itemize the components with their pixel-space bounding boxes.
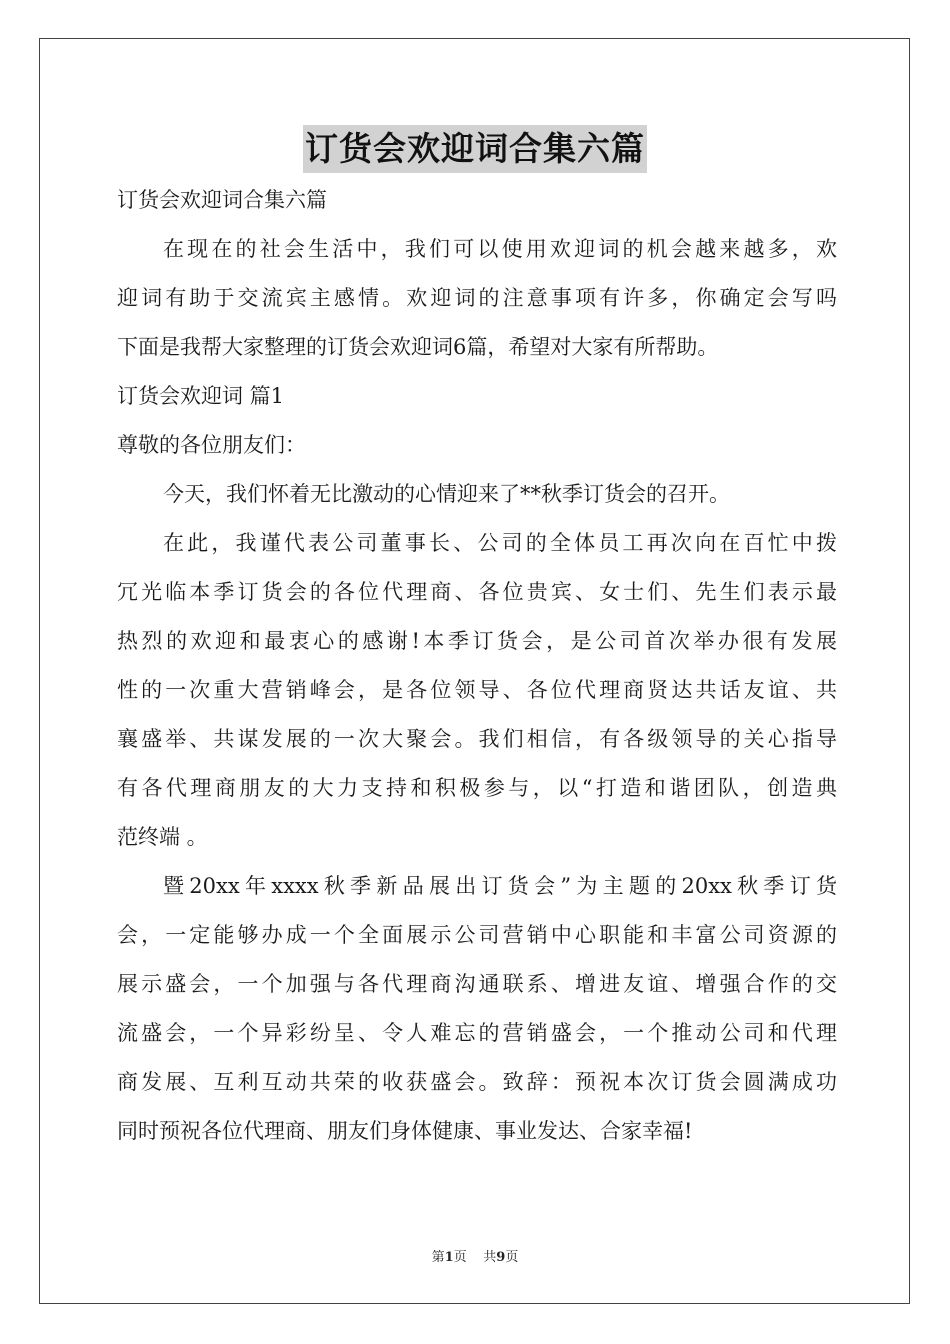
text-line: 暨20xx年xxxx秋季新品展出订货会”为主题的20xx秋季订货 bbox=[163, 874, 837, 898]
text-line: 流盛会，一个异彩纷呈、令人难忘的营销盛会，一个推动公司和代理 bbox=[117, 1021, 837, 1045]
title-wrap bbox=[0, 125, 950, 173]
text-line: 展示盛会，一个加强与各代理商沟通联系、增进友谊、增强合作的交 bbox=[117, 972, 837, 996]
text-line: 订货会欢迎词合集六篇 bbox=[117, 188, 327, 212]
document-body bbox=[117, 176, 837, 1156]
page-current: 1 bbox=[444, 1250, 454, 1265]
text-line: 同时预祝各位代理商、朋友们身体健康、事业发达、合家幸福! bbox=[117, 1119, 693, 1143]
salutation: 尊敬的各位朋友们： bbox=[117, 433, 306, 457]
text-line: 迎词有助于交流宾主感情。欢迎词的注意事项有许多，你确定会写吗 bbox=[117, 286, 837, 310]
text-line: 在现在的社会生活中，我们可以使用欢迎词的机会越来越多，欢 bbox=[163, 237, 837, 261]
text-line: 会，一定能够办成一个全面展示公司营销中心职能和丰富公司资源的 bbox=[117, 923, 837, 947]
page-footer bbox=[0, 1246, 950, 1265]
page-suffix: 页 bbox=[453, 1250, 467, 1265]
text-line: 下面是我帮大家整理的订货会欢迎词6篇，希望对大家有所帮助。 bbox=[117, 335, 719, 359]
text-line: 冗光临本季订货会的各位代理商、各位贵宾、女士们、先生们表示最 bbox=[117, 580, 837, 604]
text-line: 商发展、互利互动共荣的收获盛会。致辞：预祝本次订货会圆满成功 bbox=[117, 1070, 837, 1094]
page-prefix: 第 bbox=[431, 1250, 445, 1265]
total-prefix: 共 bbox=[483, 1250, 497, 1265]
document-title: 订货会欢迎词合集六篇 bbox=[303, 125, 647, 173]
text-line: 今天，我们怀着无比激动的心情迎来了**秋季订货会的召开。 bbox=[163, 482, 730, 506]
text-line: 性的一次重大营销峰会，是各位领导、各位代理商贤达共话友谊、共 bbox=[117, 678, 837, 702]
text-line: 有各代理商朋友的大力支持和积极参与，以“打造和谐团队，创造典 bbox=[117, 776, 837, 800]
section-heading: 订货会欢迎词 篇1 bbox=[117, 384, 285, 408]
text-line: 在此，我谨代表公司董事长、公司的全体员工再次向在百忙中拨 bbox=[163, 531, 837, 555]
text-line: 襄盛举、共谋发展的一次大聚会。我们相信，有各级领导的关心指导 bbox=[117, 727, 837, 751]
text-line: 热烈的欢迎和最衷心的感谢!本季订货会，是公司首次举办很有发展 bbox=[117, 629, 837, 653]
total-suffix: 页 bbox=[505, 1250, 519, 1265]
text-line: 范终端 。 bbox=[117, 825, 208, 849]
page-total: 9 bbox=[496, 1250, 506, 1265]
